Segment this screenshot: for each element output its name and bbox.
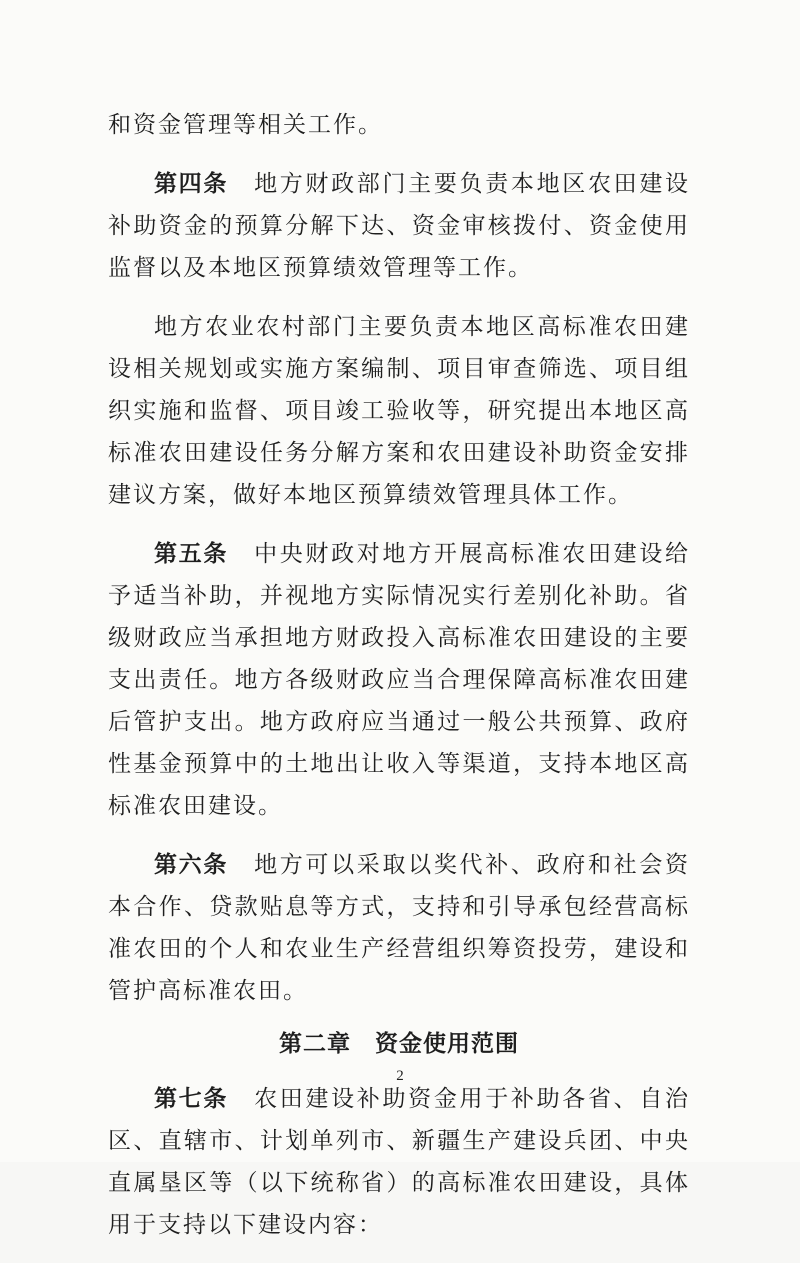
article-7-paragraph — [108, 1078, 690, 1246]
paragraph-text: 地方可以采取以奖代补、政府和社会资本合作、贷款贴息等方式，支持和引导承包经营高标准农田的个人和农业生产经营组织筹资投劳，建设和管护高标准农田。 — [108, 852, 691, 1004]
article-6-paragraph — [108, 844, 690, 1012]
article-4-second-paragraph — [108, 306, 690, 516]
paragraph-text: 中央财政对地方开展高标准农田建设给予适当补助，并视地方实际情况实行差别化补助。省级财政应当承担地方财政投入高标准农田建设的主要支出责任。地方各级财政应当合理保障高标准农田建后管护支出。地方政府应当通过一般公共预算、政府性基金预算中的土地出让收入等渠道，支持本地区高标准农田建设。 — [108, 541, 691, 819]
chapter-number: 第二章 — [279, 1031, 351, 1057]
article-number: 第七条 — [154, 1086, 229, 1112]
document-body — [108, 104, 690, 1263]
article-5-paragraph — [108, 533, 690, 827]
paragraph-text: 和资金管理等相关工作。 — [108, 112, 383, 138]
page-number: 2 — [396, 1068, 404, 1084]
article-number: 第四条 — [154, 171, 229, 197]
chapter-heading — [108, 1023, 690, 1065]
paragraph-continuation — [108, 104, 690, 146]
paragraph-text: 农田建设补助资金用于补助各省、自治区、直辖市、计划单列市、新疆生产建设兵团、中央直属垦区等（以下统称省）的高标准农田建设，具体用于支持以下建设内容： — [108, 1086, 691, 1238]
chapter-title: 资金使用范围 — [375, 1031, 519, 1057]
paragraph-text: 地方财政部门主要负责本地区农田建设补助资金的预算分解下达、资金审核拨付、资金使用监督以及本地区预算绩效管理等工作。 — [108, 171, 691, 281]
article-4-paragraph — [108, 163, 690, 289]
paragraph-text: 地方农业农村部门主要负责本地区高标准农田建设相关规划或实施方案编制、项目审查筛选、项目组织实施和监督、项目竣工验收等，研究提出本地区高标准农田建设任务分解方案和农田建设补助资金安排建议方案，做好本地区预算绩效管理具体工作。 — [108, 314, 690, 508]
article-number: 第六条 — [154, 852, 229, 878]
article-number: 第五条 — [154, 541, 229, 567]
